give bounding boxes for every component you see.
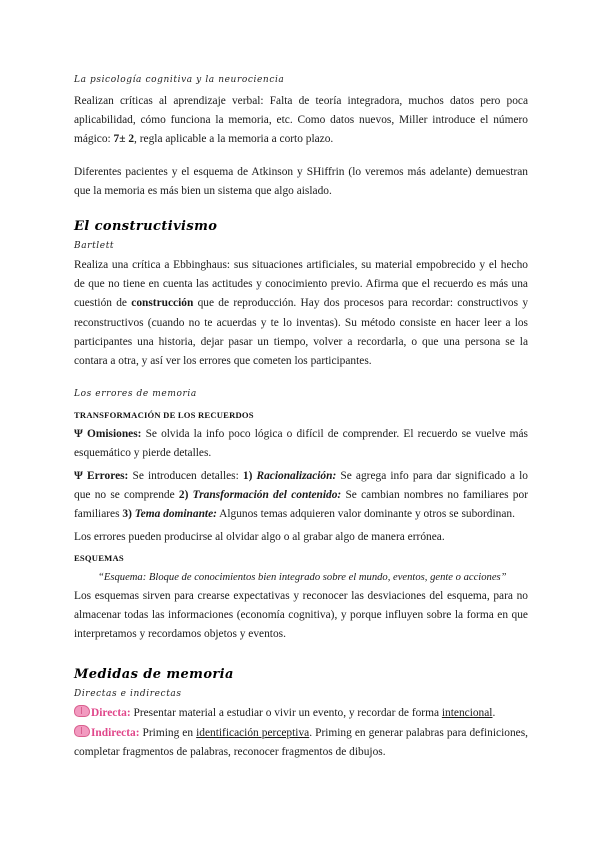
bold-construccion: construcción [131,297,194,310]
paragraph-esquemas: Los esquemas sirven para crearse expectativas y reconocer las desviaciones del esquema, para no almacenar todas las informaciones (economía cognitiva), y porque influyen sobre la forma en que interpretamos y recordamos objetos y eventos. [74,590,528,641]
subheading-bartlett: Bartlett [74,241,115,251]
label-transformacion: TRANSFORMACIÓN DE LOS RECUERDOS [74,410,254,420]
paragraph-errores-olvido: Los errores pueden producirse al olvidar algo o al grabar algo de manera errónea. [74,531,445,543]
paragraph-pacientes: Diferentes pacientes y el esquema de Atkinson y SHiffrin (lo veremos más adelante) demuestran que la memoria es más bien un sistema que algo aislado. [74,166,528,198]
paragraph-criticas: Realizan críticas al aprendizaje verbal: Falta de teoría integradora, muchos datos pero poca aplicabilidad, cómo funciona la memoria, etc. Como datos nuevos, Miller introduce el número mágico: 7± 2, regla aplicable a la memoria a corto plazo. [74,95,528,146]
brain-icon [74,705,90,717]
heading-medidas: Medidas de memoria [74,667,234,682]
quote-esquema: “Esquema: Bloque de conocimientos bien integrado sobre el mundo, eventos, gente o acciones” [98,572,507,583]
item-indirecta: Indirecta: Priming en identificación perceptiva. Priming en generar palabras para definiciones, completar fragmentos de palabras, reconocer fragmentos de dibujos. [74,727,528,759]
item-directa: Directa: Presentar material a estudiar o vivir un evento, y recordar de forma intencional. [74,704,528,723]
psi-icon: Ψ [74,428,83,440]
subheading-errores: Los errores de memoria [74,389,197,399]
paragraph-bartlett: Realiza una crítica a Ebbinghaus: sus situaciones artificiales, su material empobrecido y el hecho de que no tiene en cuenta las actitudes y conocimiento previo. Afirma que el recuerdo es más una cuestión de construcción que de reproducción. Hay dos procesos para recordar: constructivos y reconstructivos (cuando no te acuerdas y te lo inventas). Su método consiste en hacer leer a los participantes una historia, dejar pasar un tiempo, volver a recordarla, o que una persona se la contara a otra, y así ver los errores que cometen los participantes. [74,259,529,368]
label-esquemas: ESQUEMAS [74,553,124,563]
section-title-psicologia: La psicología cognitiva y la neurociencia [74,75,285,85]
brain-icon [74,725,90,737]
subheading-directas: Directas e indirectas [74,689,182,699]
item-omisiones: Ψ Omisiones: Se olvida la info poco lógica o difícil de comprender. El recuerdo se vuelve más esquemático y pierde detalles. [74,428,528,460]
item-errores: Ψ Errores: Se introducen detalles: 1) Racionalización: Se agrega info para dar significado a lo que no se comprende 2) Transformación del contenido: Se cambian nombres no familiares por familiares 3) Tema dominante: Algunos temas adquieren valor dominante y otros se subordinan. [74,470,528,521]
psi-icon: Ψ [74,470,83,482]
magic-number: 7± 2 [113,133,135,146]
heading-constructivismo: El constructivismo [74,219,218,234]
